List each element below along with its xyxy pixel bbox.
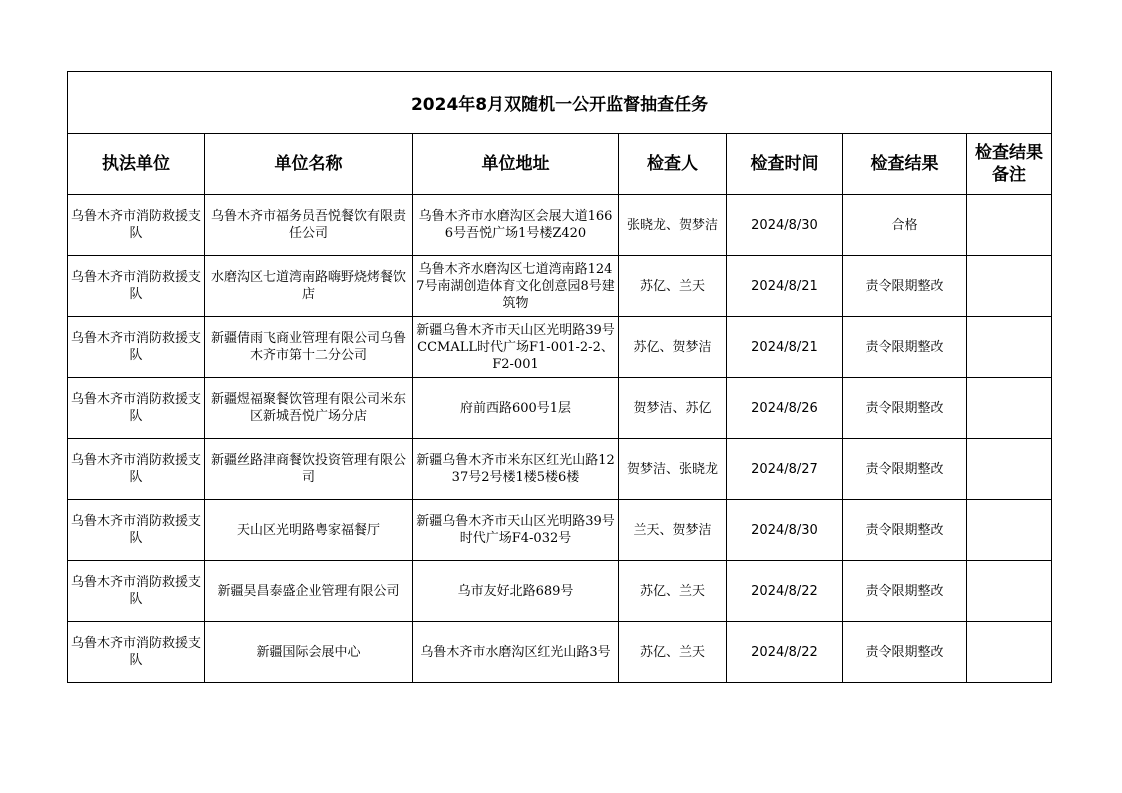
inspection-result-cell: 责令限期整改	[843, 561, 967, 622]
inspection-result-cell: 责令限期整改	[843, 317, 967, 378]
inspector-cell: 兰天、贺梦洁	[619, 500, 727, 561]
unit-name-cell: 乌鲁木齐市福务员吾悦餐饮有限责任公司	[205, 195, 413, 256]
column-header-inspection-date: 检查时间	[727, 134, 843, 195]
inspection-result-cell: 责令限期整改	[843, 439, 967, 500]
inspector-cell: 苏亿、兰天	[619, 561, 727, 622]
result-note-cell	[967, 378, 1052, 439]
unit-name-cell: 新疆丝路津商餐饮投资管理有限公司	[205, 439, 413, 500]
inspection-result-cell: 责令限期整改	[843, 622, 967, 683]
column-header-result-note: 检查结果备注	[967, 134, 1052, 195]
enforcement-unit-cell: 乌鲁木齐市消防救援支队	[68, 317, 205, 378]
column-header-unit-address: 单位地址	[413, 134, 619, 195]
result-note-cell	[967, 439, 1052, 500]
inspection-date-cell: 2024/8/21	[727, 256, 843, 317]
inspection-date-cell: 2024/8/30	[727, 195, 843, 256]
table-row	[68, 622, 1052, 683]
unit-address-cell: 乌鲁木齐市水磨沟区红光山路3号	[413, 622, 619, 683]
inspection-date-cell: 2024/8/26	[727, 378, 843, 439]
result-note-cell	[967, 622, 1052, 683]
unit-address-cell: 府前西路600号1层	[413, 378, 619, 439]
table-row	[68, 195, 1052, 256]
inspector-cell: 贺梦洁、张晓龙	[619, 439, 727, 500]
enforcement-unit-cell: 乌鲁木齐市消防救援支队	[68, 439, 205, 500]
unit-name-cell: 新疆倩雨飞商业管理有限公司乌鲁木齐市第十二分公司	[205, 317, 413, 378]
inspection-result-cell: 合格	[843, 195, 967, 256]
unit-address-cell: 新疆乌鲁木齐市天山区光明路39号时代广场F4-032号	[413, 500, 619, 561]
enforcement-unit-cell: 乌鲁木齐市消防救援支队	[68, 195, 205, 256]
inspection-date-cell: 2024/8/21	[727, 317, 843, 378]
inspection-date-cell: 2024/8/22	[727, 561, 843, 622]
column-header-unit-name: 单位名称	[205, 134, 413, 195]
inspector-cell: 贺梦洁、苏亿	[619, 378, 727, 439]
unit-address-cell: 新疆乌鲁木齐市天山区光明路39号CCMALL时代广场F1-001-2-2、F2-001	[413, 317, 619, 378]
inspector-cell: 苏亿、兰天	[619, 256, 727, 317]
unit-name-cell: 新疆昊昌泰盛企业管理有限公司	[205, 561, 413, 622]
inspection-table	[67, 71, 1052, 683]
enforcement-unit-cell: 乌鲁木齐市消防救援支队	[68, 622, 205, 683]
unit-name-cell: 水磨沟区七道湾南路嗨野烧烤餐饮店	[205, 256, 413, 317]
header-row	[68, 134, 1052, 195]
result-note-cell	[967, 500, 1052, 561]
unit-name-cell: 新疆煜福聚餐饮管理有限公司米东区新城吾悦广场分店	[205, 378, 413, 439]
page-title: 2024年8月双随机一公开监督抽查任务	[68, 72, 1052, 134]
result-note-cell	[967, 195, 1052, 256]
unit-address-cell: 乌鲁木齐水磨沟区七道湾南路1247号南湖创造体育文化创意园8号建筑物	[413, 256, 619, 317]
inspection-result-cell: 责令限期整改	[843, 500, 967, 561]
result-note-cell	[967, 256, 1052, 317]
enforcement-unit-cell: 乌鲁木齐市消防救援支队	[68, 500, 205, 561]
unit-address-cell: 乌鲁木齐市水磨沟区会展大道1666号吾悦广场1号楼Z420	[413, 195, 619, 256]
inspection-result-cell: 责令限期整改	[843, 378, 967, 439]
result-note-cell	[967, 561, 1052, 622]
inspection-result-cell: 责令限期整改	[843, 256, 967, 317]
unit-name-cell: 新疆国际会展中心	[205, 622, 413, 683]
enforcement-unit-cell: 乌鲁木齐市消防救援支队	[68, 561, 205, 622]
enforcement-unit-cell: 乌鲁木齐市消防救援支队	[68, 256, 205, 317]
unit-name-cell: 天山区光明路粤家福餐厅	[205, 500, 413, 561]
table-row	[68, 378, 1052, 439]
column-header-enforcement-unit: 执法单位	[68, 134, 205, 195]
inspection-date-cell: 2024/8/22	[727, 622, 843, 683]
enforcement-unit-cell: 乌鲁木齐市消防救援支队	[68, 378, 205, 439]
column-header-inspector: 检查人	[619, 134, 727, 195]
result-note-cell	[967, 317, 1052, 378]
table-row	[68, 256, 1052, 317]
inspector-cell: 张晓龙、贺梦洁	[619, 195, 727, 256]
table-row	[68, 500, 1052, 561]
unit-address-cell: 乌市友好北路689号	[413, 561, 619, 622]
inspection-date-cell: 2024/8/27	[727, 439, 843, 500]
unit-address-cell: 新疆乌鲁木齐市米东区红光山路1237号2号楼1楼5楼6楼	[413, 439, 619, 500]
table-row	[68, 317, 1052, 378]
column-header-inspection-result: 检查结果	[843, 134, 967, 195]
inspector-cell: 苏亿、贺梦洁	[619, 317, 727, 378]
inspection-date-cell: 2024/8/30	[727, 500, 843, 561]
table-row	[68, 561, 1052, 622]
inspector-cell: 苏亿、兰天	[619, 622, 727, 683]
table-row	[68, 439, 1052, 500]
